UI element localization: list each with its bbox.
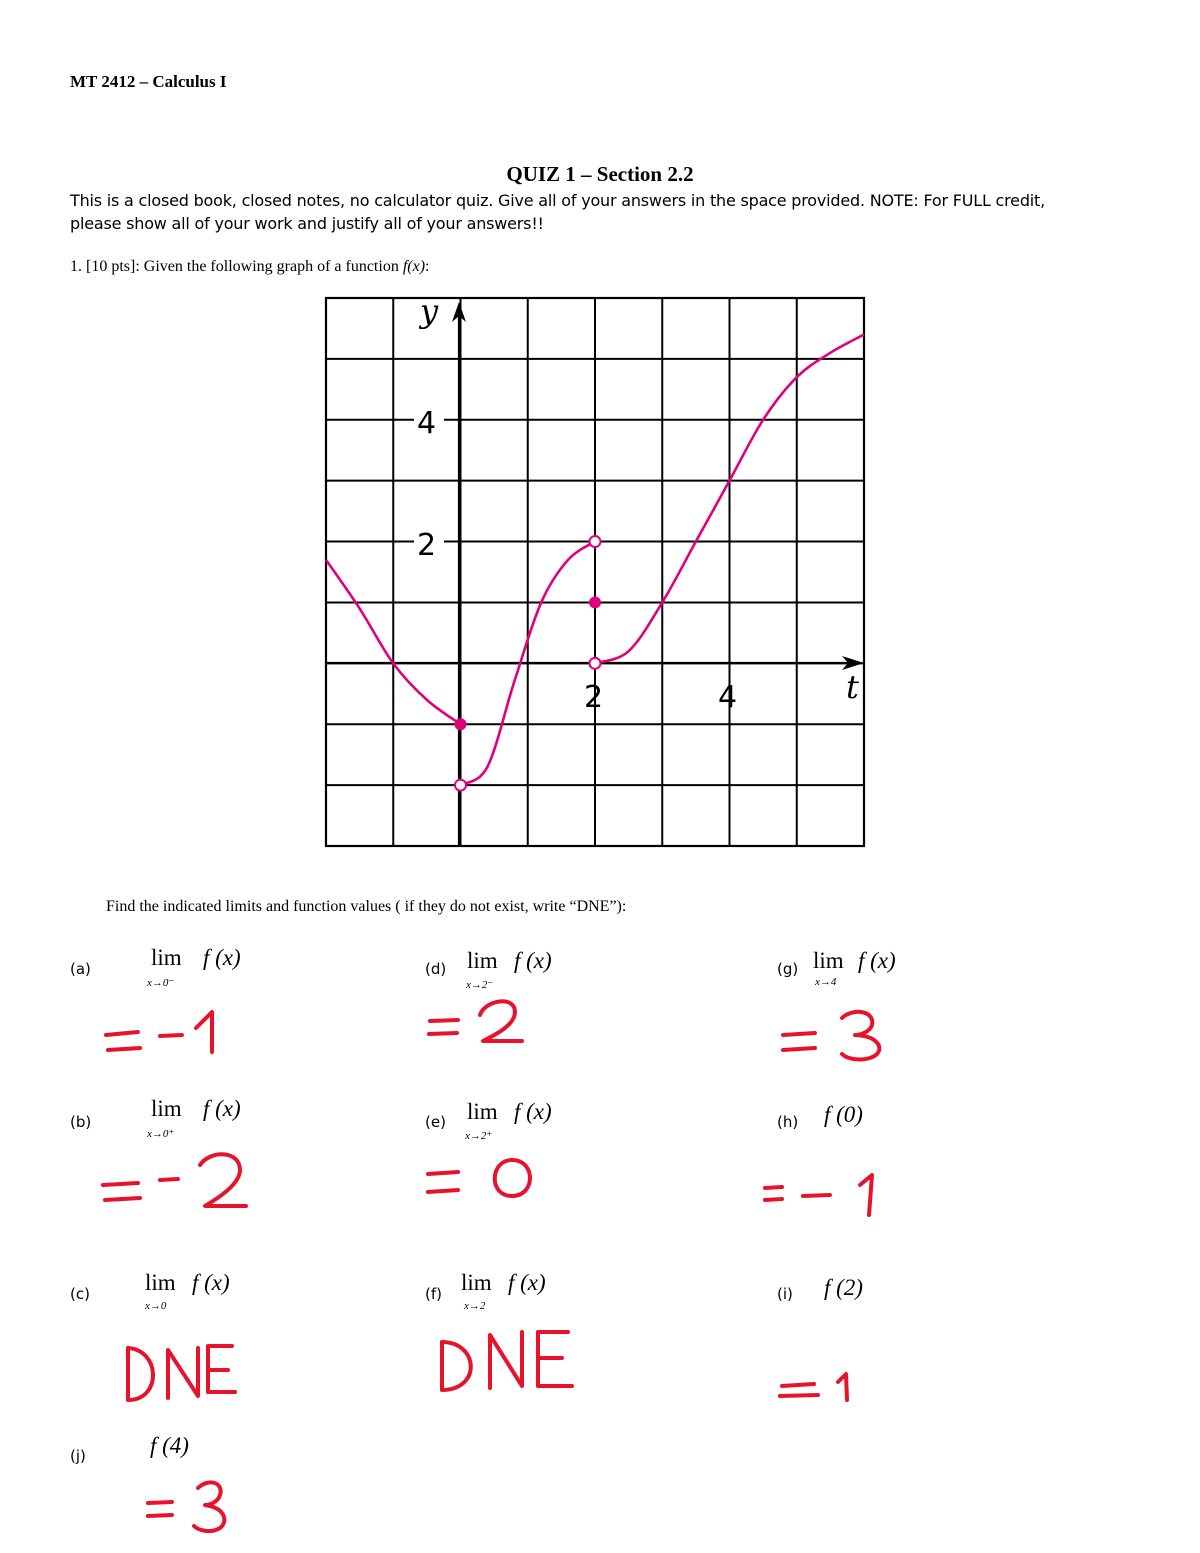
- part-c-sub: x→0: [145, 1300, 167, 1312]
- course-title: MT 2412 – Calculus I: [70, 72, 227, 91]
- answer-e-ink: [428, 1160, 530, 1196]
- part-b-lim: lim: [151, 1096, 182, 1121]
- answer-d-ink: [429, 1001, 522, 1041]
- x-tick-label-2: 2: [584, 680, 604, 715]
- part-a-lim: lim: [151, 945, 182, 970]
- part-e-expr-text: f (x): [514, 1099, 552, 1124]
- part-d-lim: lim: [467, 948, 498, 973]
- part-b-label: (b): [70, 1113, 92, 1131]
- answer-g-ink: [783, 1012, 879, 1060]
- part-f-lim: lim: [461, 1270, 492, 1295]
- answer-a-ink: [106, 1012, 212, 1052]
- part-d-expr-text: f (x): [514, 948, 552, 973]
- part-b-expr-text: f (x): [203, 1096, 241, 1121]
- t-axis-label: t: [846, 668, 859, 706]
- answer-c-ink: [128, 1346, 235, 1400]
- problem-prefix: 1. [10 pts]: Given the following graph of a function: [70, 258, 403, 275]
- part-e-sub: x→2⁺: [465, 1130, 493, 1142]
- part-a-label: (a): [70, 960, 91, 978]
- answer-b-ink: [103, 1154, 246, 1206]
- part-j-label: (j): [70, 1447, 86, 1465]
- part-f-sub: x→2: [464, 1300, 486, 1312]
- part-b-sub: x→0⁺: [147, 1128, 175, 1140]
- find-instructions: Find the indicated limits and function values ( if they do not exist, write “DNE”):: [106, 898, 627, 915]
- problem-func: f(x): [402, 258, 426, 275]
- answer-f-ink: [442, 1332, 572, 1390]
- problem-suffix: :: [425, 258, 430, 275]
- part-a-sub: x→0⁻: [147, 977, 175, 989]
- part-d-label: (d): [425, 960, 447, 978]
- part-c-lim: lim: [145, 1270, 176, 1295]
- part-c-label: (c): [70, 1285, 90, 1303]
- part-g-sub: x→4: [815, 976, 837, 988]
- answer-j-ink: [148, 1482, 224, 1531]
- part-f-expr-text: f (x): [508, 1270, 546, 1295]
- x-tick-label-4: 4: [718, 680, 738, 715]
- part-c-expr-text: f (x): [192, 1270, 230, 1295]
- part-i-label: (i): [777, 1285, 793, 1303]
- part-i-expr-text: f (2): [824, 1275, 863, 1300]
- instructions-line-2: please show all of your work and justify all of your answers!!: [70, 214, 544, 233]
- y-tick-label-2: 2: [417, 528, 437, 563]
- answer-i-ink: [780, 1374, 847, 1400]
- part-g-expr-text: f (x): [858, 948, 896, 973]
- part-e-lim: lim: [467, 1099, 498, 1124]
- answer-h-ink: [765, 1175, 872, 1215]
- part-g-lim: lim: [813, 948, 844, 973]
- part-e-label: (e): [425, 1113, 446, 1131]
- part-j-expr-text: f (4): [150, 1433, 189, 1458]
- part-d-sub: x→2⁻: [466, 979, 494, 991]
- y-tick-label-4: 4: [417, 406, 437, 441]
- part-g-label: (g): [777, 960, 799, 978]
- instructions-line-1: This is a closed book, closed notes, no calculator quiz. Give all of your answers in the space provided. NOTE: For FULL credit,: [70, 191, 1045, 210]
- part-a-expr-text: f (x): [203, 945, 241, 970]
- y-axis-label: y: [420, 292, 439, 330]
- quiz-title: QUIZ 1 – Section 2.2: [506, 162, 694, 186]
- part-h-expr-text: f (0): [824, 1102, 863, 1127]
- part-f-label: (f): [425, 1285, 442, 1303]
- part-h-label: (h): [777, 1113, 799, 1131]
